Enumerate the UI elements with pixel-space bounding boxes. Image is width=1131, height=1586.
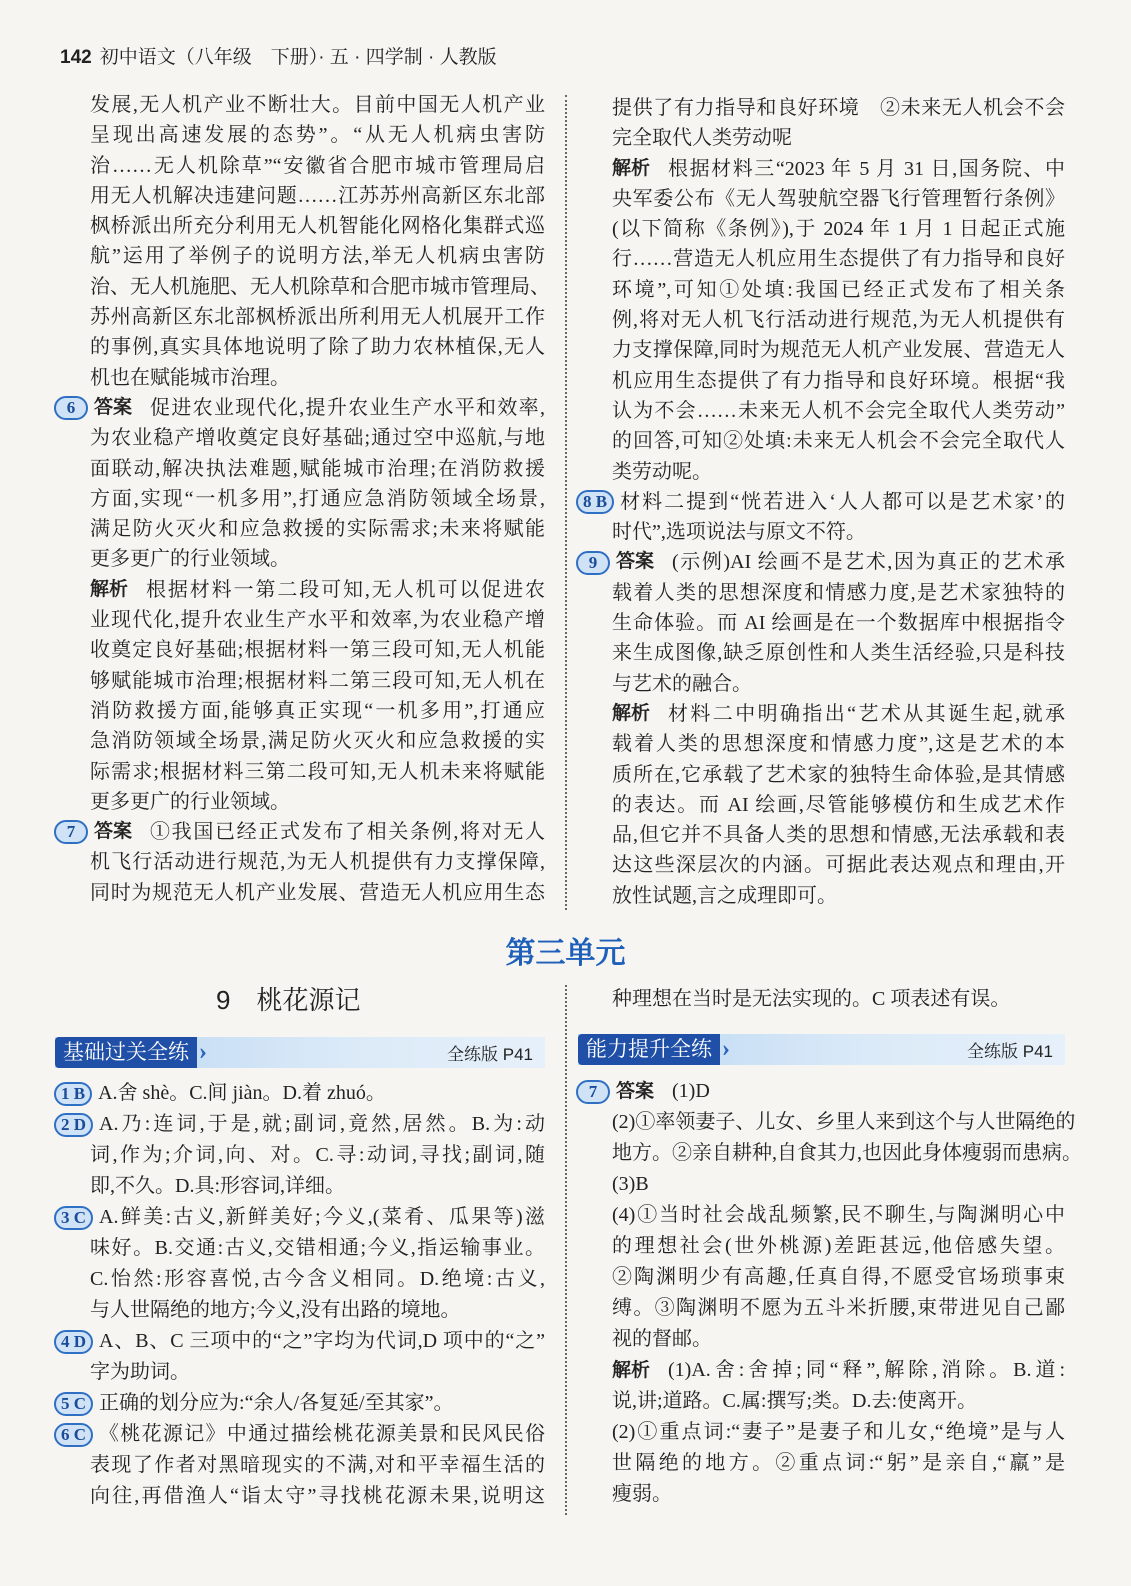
text-line: 地方。②亲自耕种,自食其力,也因此身体瘦弱而患病。 [612,1142,1082,1164]
text-line: 发展,无人机产业不断壮大。目前中国无人机产业 [90,94,545,116]
line-lead [54,1423,99,1447]
answer-block [61,1202,545,1326]
text-line: 枫桥派出所充分利用无人机智能化网格化集群式巡 [90,215,545,238]
text-line: 环境”,可知①处填:我国已经正式发布了相关条 [612,278,1065,301]
answer-block [612,154,1065,487]
text-line: 载着人类的思想深度和情感力度,是艺术家独特的 [612,581,1065,604]
text-line: 呈现出高速发展的态势”。“从无人机病虫害防 [90,124,545,147]
answer-label: 答案 [94,821,133,843]
text-line: 业现代化,提升农业生产水平和效率,为农业稳产增 [90,609,545,632]
text-line: 收奠定良好基础;根据材料一第三段可知,无人机能 [90,639,545,662]
line-lead [576,490,620,514]
text-line: 航”运用了举例子的说明方法,举无人机病虫害防 [90,245,545,268]
answer-block [612,1107,1082,1169]
question-number-badge: 5 C [54,1392,93,1416]
column-divider [565,985,567,1515]
section-banner-basic [55,1037,545,1068]
first-line [588,1076,1065,1107]
text-line: 方面,实现“一机多用”,打通应急消防领域全场景, [90,487,545,510]
line-text: (示例)AI 绘画不是艺术,因为真正的艺术承 [672,551,1065,574]
line-lead [576,1076,672,1107]
question-number-badge: 7 [54,820,88,844]
lesson-name: 桃花源记 [256,985,361,1015]
line-text: A、B、C 三项中的“之”字均为代词,D 项中的“之” [99,1330,545,1352]
answer-block [612,1355,1065,1417]
text-line: 与人世隔绝的地方;今义,没有出路的境地。 [90,1299,461,1321]
answer-label: 解析 [612,157,651,179]
text-line: 达这些深层次的内涵。可据此表达观点和理由,开 [612,854,1065,877]
line-lead [54,1082,98,1106]
question-number-badge: 4 D [54,1330,93,1354]
first-line [61,1109,545,1140]
line-text: (1)D [672,1080,710,1102]
text-line: 行……营造无人机应用生态提供了有力指导和良好 [612,248,1065,271]
answer-block [612,1169,1065,1200]
question-number-badge: 6 [54,396,88,420]
line-lead [54,1206,99,1230]
answer-label: 解析 [612,1360,651,1381]
line-lead [576,547,672,577]
upper-right-column [583,93,1065,911]
first-line [588,547,1065,577]
upper-left-column [66,90,550,908]
text-line: 视的督邮。 [612,1328,712,1350]
answer-block [61,1078,545,1109]
text-line: 类劳动呢。 [612,460,712,483]
answer-block [61,1109,545,1202]
text-line: 同时为规范无人机产业发展、营造无人机应用生态 [90,881,545,904]
text-line: 词,作为;介词,向、对。C.寻:动词,寻找;副词,随 [90,1144,545,1166]
answer-label: 答案 [616,551,655,573]
line-lead [612,1355,668,1386]
text-line: 与艺术的融合。 [612,672,752,695]
banner-label: 能力提升全练 [578,1034,720,1065]
answer-block [612,1417,1065,1510]
answer-block [612,1200,1065,1355]
answer-label: 答案 [616,1081,655,1102]
text-line: 质所在,它承载了艺术家的独特生命体验,是其情感 [612,763,1065,786]
question-number-badge: 6 C [54,1423,93,1447]
text-line: 说,讲;道路。C.属:撰写;类。D.去:使离开。 [612,1390,978,1412]
text-line: 苏州高新区东北部枫桥派出所利用无人机展开工作 [90,306,545,329]
answer-label: 解析 [612,702,651,724]
text-line: C.怡然:形容喜悦,古今含义相同。D.绝境:古义, [90,1268,545,1290]
text-line: 治……无人机除草”“安徽省合肥市城市管理局启 [90,154,545,177]
line-lead [54,1330,99,1354]
text-line: 种理想在当时是无法实现的。C 项表述有误。 [612,988,1011,1010]
line-lead [90,575,146,605]
answer-block [612,984,1065,1015]
text-line: 更多更广的行业领域。 [90,548,290,571]
line-text: 促进农业现代化,提升农业生产水平和效率, [150,396,545,419]
text-line: ②陶渊明少有高趣,任真自得,不愿受官场琐事束 [612,1266,1065,1288]
text-line: 够赋能城市治理;根据材料二第三段可知,无人机在 [90,669,545,692]
answer-block [588,547,1065,698]
text-line: 字为助词。 [90,1361,190,1383]
first-line [90,575,545,605]
question-number-badge: 8 B [576,490,614,514]
answer-block [612,699,1065,911]
line-lead [54,1392,99,1416]
line-text: ①我国已经正式发布了相关条例,将对无人 [150,821,545,844]
text-line: 的事例,真实具体地说明了除了助力农林植保,无人 [90,336,545,359]
first-line [583,487,1065,517]
text-line: 为农业稳产增收奠定良好基础;通过空中巡航,与地 [90,427,545,450]
answer-block [90,90,550,393]
text-line: 治、无人机施肥、无人机除草和合肥市城市管理局、 [90,275,550,298]
banner-label: 基础过关全练 [55,1037,197,1068]
text-line: (以下简称《条例》),于 2024 年 1 月 1 日起正式施 [612,218,1065,241]
answer-block [583,487,1065,548]
text-line: 品,但它并不具备人类的思想和情感,无法承载和表 [612,824,1065,847]
text-line: 缚。③陶渊明不愿为五斗米折腰,束带进见自己鄙 [612,1297,1065,1319]
line-text: 材料二中明确指出“艺术从其诞生起,就承 [668,702,1065,725]
text-line: 机也在赋能城市治理。 [90,366,290,389]
text-line: 的表达。而 AI 绘画,尽管能够模仿和生成艺术作 [612,793,1065,816]
book-title: 初中语文（八年级 下册）· 五 · 四学制 · 人教版 [99,47,497,68]
text-line: 提供了有力指导和良好环境 ②未来无人机会不会 [612,97,1065,119]
question-number-badge: 3 C [54,1206,93,1230]
text-line: 生命体验。而 AI 绘画是在一个数据库中根据指令 [612,612,1065,635]
text-line: (2)①率领妻子、儿女、乡里人来到这个与人世隔绝的 [612,1111,1076,1133]
page-header [60,42,497,69]
first-line [612,154,1065,184]
lesson-number: 9 [216,985,231,1015]
text-line: 机应用生态提供了有力指导和良好环境。根据“我 [612,369,1065,392]
first-line [61,1419,545,1450]
text-line: 更多更广的行业领域。 [90,790,290,813]
line-text: 材料二提到“恍若进入‘人人都可以是艺术家’的 [620,490,1065,513]
answer-block [66,817,545,908]
first-line [66,393,545,423]
first-line [61,1078,545,1109]
question-number-badge: 2 D [54,1113,93,1137]
unit-title: 第三单元 [505,937,626,970]
text-line: 瘦弱。 [612,1483,672,1505]
line-text: 正确的划分应为:“余人/各复延/至其家”。 [99,1392,454,1414]
text-line: 载着人类的思想深度和情感力度”,这是艺术的本 [612,733,1065,756]
first-line [61,1202,545,1233]
text-line: 来生成图像,缺乏原创性和人类生活经验,只是科技 [612,642,1065,665]
text-line: 世隔绝的地方。②重点词:“躬”是亲自,“羸”是 [612,1452,1065,1474]
answer-block [90,575,545,817]
answer-block [61,1388,545,1419]
lower-left-column [61,1078,545,1512]
text-line: 急消防领域全场景,满足防火灭火和应急救援的实 [90,730,545,753]
question-number-badge: 9 [576,551,610,575]
page-number: 142 [60,47,92,68]
lesson-title [216,980,360,1017]
line-text: 《桃花源记》中通过描绘桃花源美景和民风民俗 [99,1423,545,1445]
banner-page-ref: 全练版 P41 [967,1042,1053,1061]
first-line [61,1326,545,1357]
text-line: 机飞行活动进行规范,为无人机提供有力支撑保障, [90,851,545,874]
question-number-badge: 7 [576,1080,610,1104]
first-line [61,1388,545,1419]
text-line: (4)①当时社会战乱频繁,民不聊生,与陶渊明心中 [612,1204,1065,1226]
answer-label: 答案 [94,396,133,418]
text-line: 力支撑保障,同时为规范无人机产业发展、营造无人 [612,339,1065,362]
answer-block [66,393,545,575]
text-line: 时代”,选项说法与原文不符。 [612,521,866,544]
line-text: (1)A.舍:舍掉;同“释”,解除,消除。B.道: [668,1359,1065,1381]
first-line [66,817,545,847]
question-number-badge: 1 B [54,1082,92,1106]
text-line: 央军委公布《无人驾驶航空器飞行管理暂行条例》 [612,187,1065,210]
first-line [612,1355,1065,1386]
line-text: A.乃:连词,于是,就;副词,竟然,居然。B.为:动 [99,1113,545,1135]
answer-block [588,1076,1065,1107]
text-line: 放性试题,言之成理即可。 [612,884,837,907]
line-lead [54,1113,99,1137]
line-text: 根据材料三“2023 年 5 月 31 日,国务院、中 [668,157,1065,180]
first-line [612,699,1065,729]
section-banner-ability [578,1034,1065,1065]
text-line: 认为不会……未来无人机不会完全取代人类劳动” [612,399,1065,422]
answer-label: 解析 [90,578,129,600]
text-line: 际需求;根据材料三第二段可知,无人机未来将赋能 [90,760,545,783]
text-line: 的理想社会(世外桃源)差距甚远,他倍感失望。 [612,1235,1065,1257]
line-text: 根据材料一第二段可知,无人机可以促进农 [146,578,545,601]
answer-block [612,93,1065,154]
text-line: 用无人机解决违建问题……江苏苏州高新区东北部 [90,184,545,207]
line-lead [54,393,150,423]
banner-page-ref: 全练版 P41 [447,1045,533,1064]
line-lead [612,699,668,729]
text-line: (3)B [612,1173,649,1195]
text-line: 表现了作者对黑暗现实的不满,对和平幸福生活的 [90,1454,545,1476]
answer-block [61,1419,545,1512]
text-line: 即,不久。D.具:形容词,详细。 [90,1175,345,1197]
text-line: 面联动,解决执法难题,赋能城市治理;在消防救援 [90,457,545,480]
column-divider [565,95,567,910]
line-text: A.舍 shè。C.间 jiàn。D.着 zhuó。 [98,1082,386,1104]
text-line: 的回答,可知②处填:未来无人机会不会完全取代人 [612,430,1065,453]
text-line: 向往,再借渔人“诣太守”寻找桃花源未果,说明这 [90,1485,545,1507]
text-line: 消防救援方面,能够真正实现“一机多用”,打通应 [90,699,545,722]
text-line: 完全取代人类劳动呢 [612,127,792,150]
text-line: 味好。B.交通:古义,交错相通;今义,指运输事业。 [90,1237,545,1259]
lower-right-column [588,1076,1082,1510]
line-text: A.鲜美:古义,新鲜美好;今义,(菜肴、瓜果等)滋 [99,1206,545,1228]
text-line: (2)①重点词:“妻子”是妻子和儿女,“绝境”是与人 [612,1421,1065,1443]
lower-right-top-column [612,984,1065,1015]
answer-block [61,1326,545,1388]
line-lead [54,817,150,847]
line-lead [612,154,668,184]
text-line: 满足防火灭火和应急救援的实际需求;未来将赋能 [90,518,545,541]
text-line: 例,将对无人机飞行活动进行规范,为无人机提供有 [612,309,1065,332]
